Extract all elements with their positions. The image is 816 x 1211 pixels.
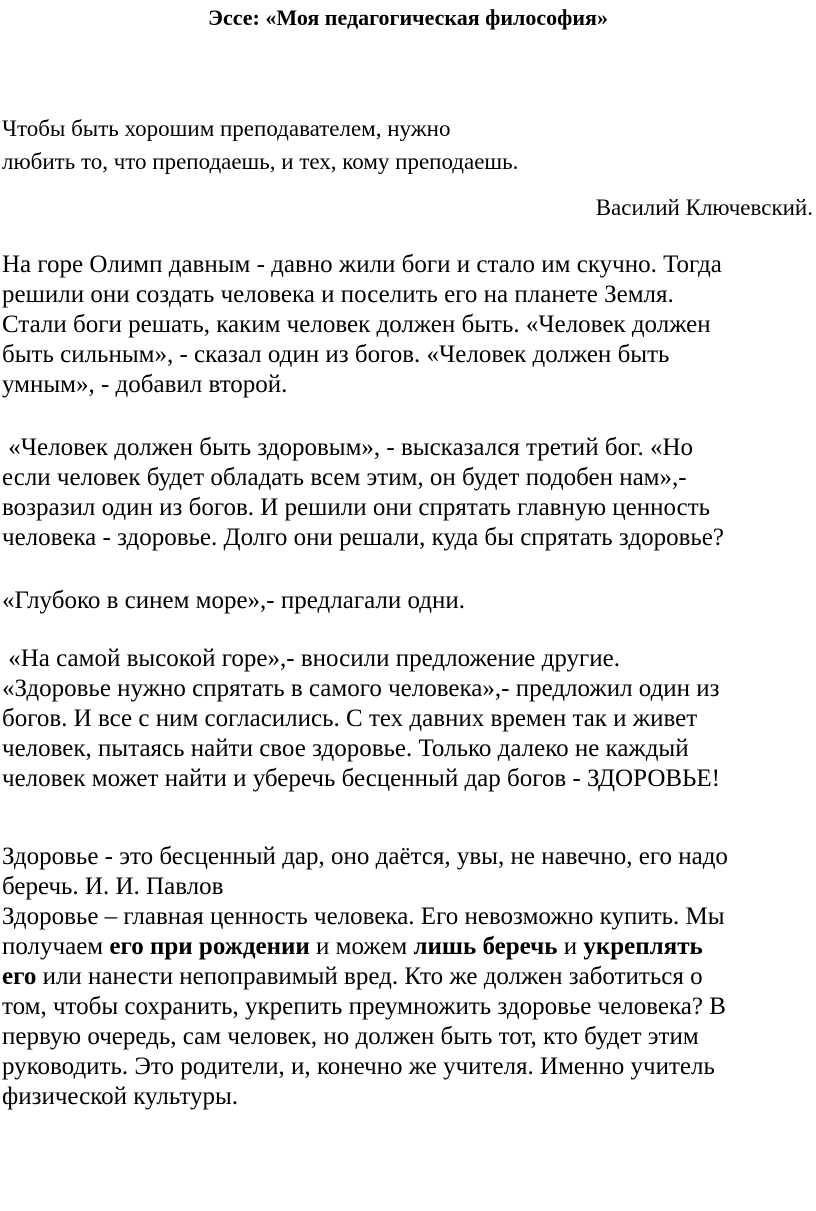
text-line: беречь. И. И. Павлов bbox=[2, 873, 224, 900]
paragraph-hide-in-human bbox=[2, 644, 816, 794]
text-line: человек, пытаясь найти свое здоровье. Только далеко не каждый bbox=[2, 735, 689, 762]
text-line: руководить. Это родители, и, конечно же учителя. Именно учитель bbox=[2, 1053, 715, 1080]
text-line: Здоровье – главная ценность человека. Его невозможно купить. Мы bbox=[2, 903, 725, 930]
bold-italic-text: лишь беречь bbox=[413, 933, 558, 960]
text-line: «Здоровье нужно спрятать в самого человека»,- предложил один из bbox=[2, 675, 720, 702]
text-line: возразил один из богов. И решили они спрятать главную ценность bbox=[2, 494, 711, 521]
text-fragment: получаем bbox=[2, 933, 110, 960]
text-line: решили они создать человека и поселить его на планете Земля. bbox=[2, 281, 674, 308]
text-line: если человек будет обладать всем этим, он будет подобен нам»,- bbox=[2, 464, 687, 491]
epigraph bbox=[2, 112, 518, 178]
bold-text: его bbox=[2, 963, 37, 990]
text-fragment: и bbox=[557, 933, 584, 960]
bold-text: укреплять bbox=[583, 933, 703, 960]
text-line: Здоровье - это бесценный дар, оно даётся, увы, не навечно, его надо bbox=[2, 843, 728, 870]
text-line: «Глубоко в синем море»,- предлагали одни. bbox=[2, 587, 466, 614]
paragraph-sea bbox=[2, 586, 816, 616]
paragraph-pavlov-quote bbox=[2, 842, 816, 1112]
text-line: богов. И все с ним согласились. С тех давних времен так и живет bbox=[2, 705, 698, 732]
epigraph-line-1: Чтобы быть хорошим преподавателем, нужно bbox=[2, 116, 451, 141]
essay-title: Эссе: «Моя педагогическая философия» bbox=[208, 5, 608, 30]
paragraph-olympus bbox=[2, 250, 816, 400]
text-line: умным», - добавил второй. bbox=[2, 371, 288, 398]
text-line: «На самой высокой горе»,- вносили предложение другие. bbox=[2, 645, 620, 672]
text-line: том, чтобы сохранить, укрепить преумножить здоровье человека? В bbox=[2, 993, 726, 1020]
text-line: физической культуры. bbox=[2, 1083, 238, 1110]
text-line: человека - здоровье. Долго они решали, куда бы спрятать здоровье? bbox=[2, 524, 724, 551]
bold-text: его при рождении bbox=[109, 933, 310, 960]
text-line: На горе Олимп давным - давно жили боги и стало им скучно. Тогда bbox=[2, 251, 722, 278]
epigraph-line-2: любить то, что преподаешь, и тех, кому преподаешь. bbox=[2, 149, 519, 174]
paragraph-health-value bbox=[2, 433, 816, 553]
epigraph-author: Василий Ключевский. bbox=[595, 195, 813, 220]
text-fragment: и можем bbox=[309, 933, 414, 960]
text-line: «Человек должен быть здоровым», - высказался третий бог. «Но bbox=[2, 434, 694, 461]
text-line: человек может найти и уберечь бесценный дар богов - ЗДОРОВЬЕ! bbox=[2, 765, 721, 792]
text-fragment: или нанести непоправимый вред. Кто же должен заботиться о bbox=[36, 963, 703, 990]
text-line: Стали боги решать, каким человек должен быть. «Человек должен bbox=[2, 311, 711, 338]
text-line: быть сильным», - сказал один из богов. «Человек должен быть bbox=[2, 341, 670, 368]
text-line: первую очередь, сам человек, но должен быть тот, кто будет этим bbox=[2, 1023, 699, 1050]
